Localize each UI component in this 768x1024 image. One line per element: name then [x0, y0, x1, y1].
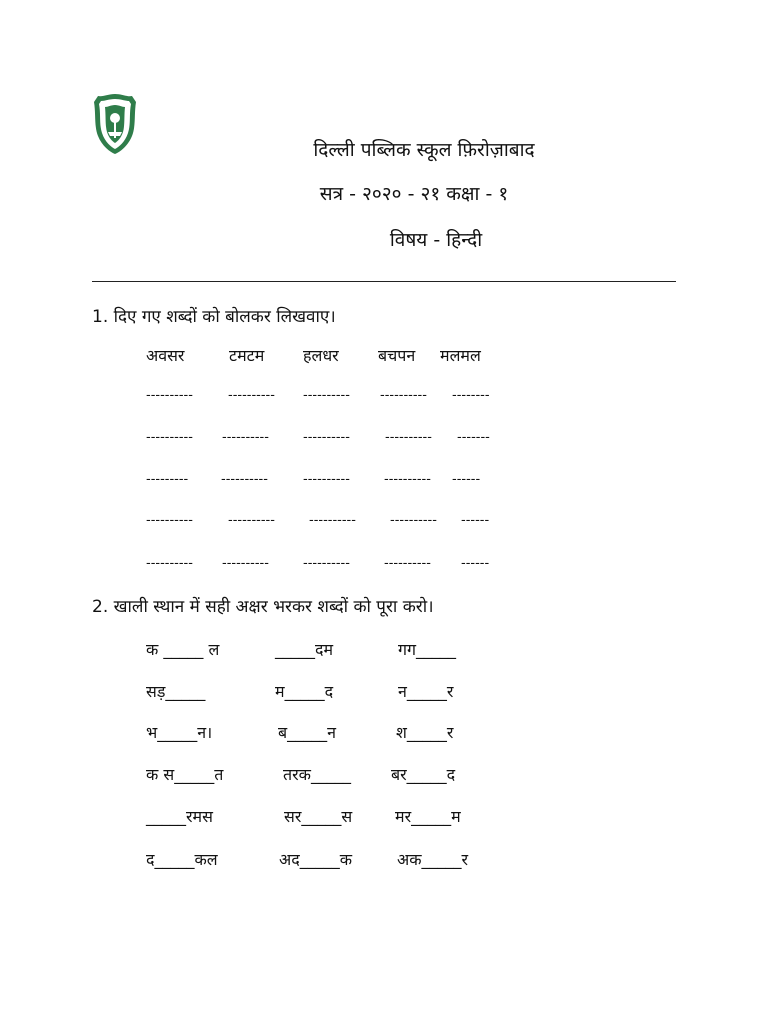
- q2-row: [0, 638, 768, 662]
- q1-word: मलमल: [440, 346, 481, 365]
- q1-word: हलधर: [303, 346, 339, 365]
- q2-fill-word: द_____कल: [146, 850, 218, 869]
- q2-fill-word: श_____र: [396, 723, 454, 742]
- q1-blank-row: [0, 556, 768, 580]
- q1-blank: ----------: [303, 388, 350, 403]
- q1-blank: ------: [461, 556, 490, 571]
- q2-fill-word: _____दम: [275, 640, 334, 659]
- q1-blank: ----------: [380, 388, 427, 403]
- q1-blank-row: [0, 430, 768, 454]
- q1-blank: ----------: [146, 388, 193, 403]
- q1-blank: -------: [457, 430, 490, 445]
- q1-blank: ----------: [303, 430, 350, 445]
- q1-blank: ----------: [228, 513, 275, 528]
- q2-fill-word: म_____द: [275, 682, 334, 701]
- q2-row: [0, 848, 768, 872]
- subject-line: विषय - हिन्दी: [389, 229, 483, 251]
- q1-word: बचपन: [378, 346, 416, 365]
- q1-blank: ----------: [222, 430, 269, 445]
- q1-blank: ----------: [303, 556, 350, 571]
- q1-blank: ----------: [221, 472, 268, 487]
- question-1-prompt: 1. दिए गए शब्दों को बोलकर लिखवाए।: [92, 307, 336, 327]
- q2-fill-word: सर_____स: [284, 807, 353, 826]
- school-name: दिल्ली पब्लिक स्कूल फ़िरोज़ाबाद: [313, 139, 535, 161]
- q2-fill-word: तरक_____: [283, 765, 351, 784]
- q1-blank: ----------: [146, 513, 193, 528]
- q1-blank: ----------: [222, 556, 269, 571]
- q2-fill-word: मर_____म: [395, 807, 461, 826]
- q2-fill-word: क _____ ल: [146, 640, 220, 659]
- q1-blank: ------: [461, 513, 490, 528]
- q1-blank-row: [0, 513, 768, 537]
- q2-fill-word: अक_____र: [397, 850, 469, 869]
- q1-blank: ----------: [390, 513, 437, 528]
- q1-blank: ----------: [146, 556, 193, 571]
- q1-blank: --------: [452, 388, 490, 403]
- q2-fill-word: बर_____द: [391, 765, 456, 784]
- q1-blank: ------: [452, 472, 481, 487]
- q1-blank: ----------: [384, 556, 431, 571]
- q1-word: अवसर: [146, 346, 185, 365]
- q2-row: [0, 721, 768, 745]
- q1-blank: ----------: [309, 513, 356, 528]
- q1-blank: ----------: [228, 388, 275, 403]
- q2-fill-word: _____रमस: [146, 807, 213, 826]
- q1-blank: ----------: [146, 430, 193, 445]
- header-divider: [92, 281, 676, 282]
- q2-fill-word: सड़_____: [146, 682, 206, 701]
- q2-row: [0, 680, 768, 704]
- q1-blank: ---------: [146, 472, 189, 487]
- q1-word: टमटम: [229, 346, 265, 365]
- q2-row: [0, 763, 768, 787]
- q2-fill-word: क स_____त: [146, 765, 224, 784]
- q2-fill-word: गग_____: [398, 640, 457, 659]
- q1-blank-row: [0, 388, 768, 412]
- q2-fill-word: अद_____क: [279, 850, 353, 869]
- q1-blank: ----------: [384, 472, 431, 487]
- q1-blank: ----------: [385, 430, 432, 445]
- q1-blank: ----------: [303, 472, 350, 487]
- q2-fill-word: भ_____न।: [146, 723, 213, 742]
- session-class-line: सत्र - २०२० - २१ कक्षा - १: [319, 183, 509, 205]
- q2-fill-word: न_____र: [398, 682, 454, 701]
- q2-fill-word: ब_____न: [278, 723, 337, 742]
- q1-blank-row: [0, 472, 768, 496]
- q2-row: [0, 805, 768, 829]
- q1-word-row: [0, 344, 768, 368]
- question-2-prompt: 2. खाली स्थान में सही अक्षर भरकर शब्दों को पूरा करो।: [92, 597, 434, 617]
